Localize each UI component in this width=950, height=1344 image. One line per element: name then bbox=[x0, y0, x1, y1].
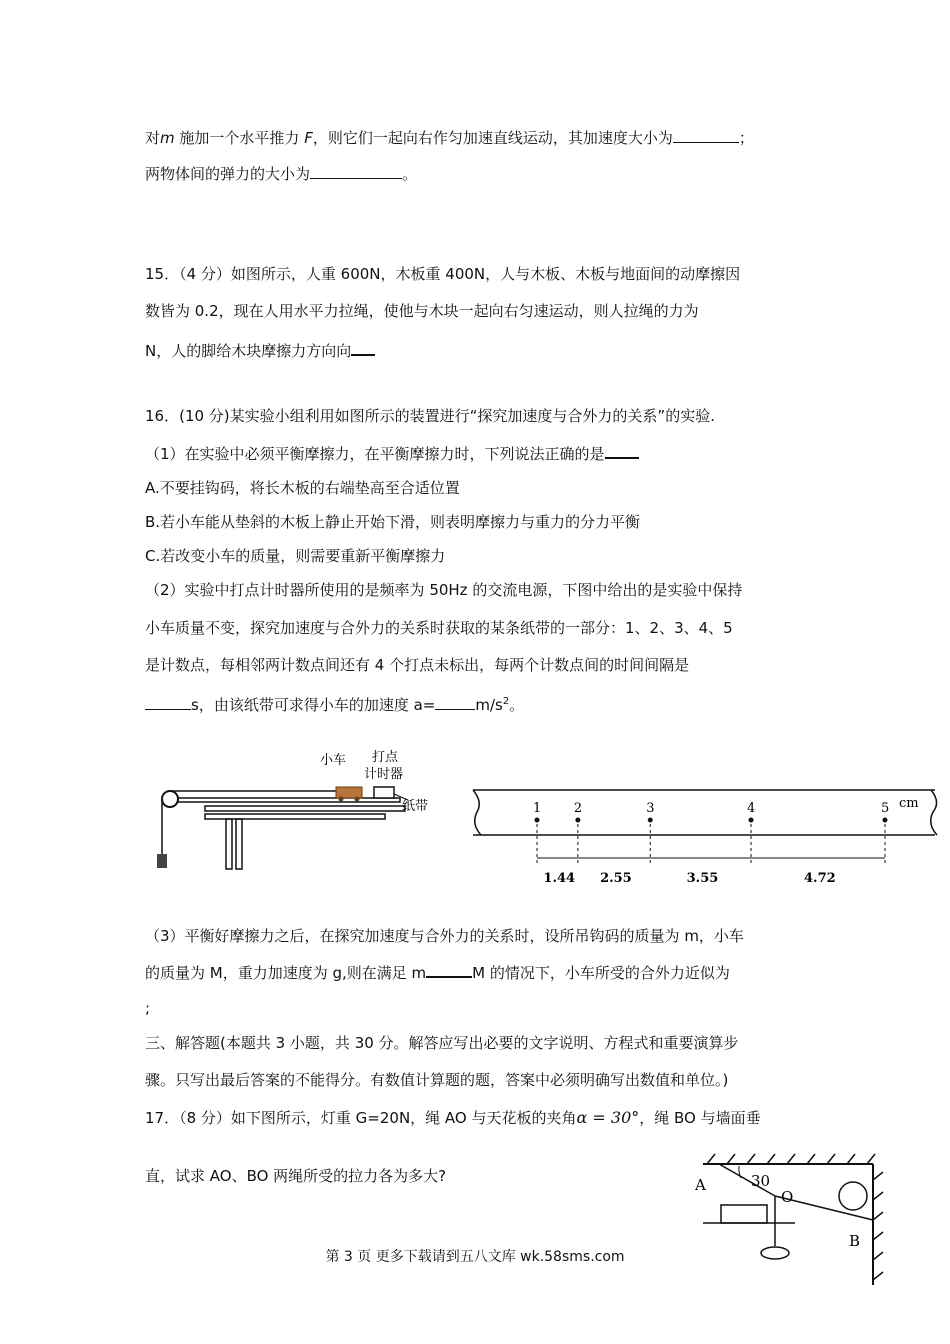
text: 施加一个水平推力 bbox=[174, 129, 305, 147]
lamp-figure bbox=[695, 1150, 885, 1290]
tape-dot bbox=[648, 818, 653, 823]
answer-blank[interactable] bbox=[605, 443, 639, 459]
cart-wheel bbox=[339, 797, 344, 802]
tape-dot bbox=[883, 818, 888, 823]
block bbox=[721, 1205, 767, 1223]
text: 对 bbox=[145, 129, 161, 147]
label-o: O bbox=[781, 1188, 794, 1206]
q14-line-2 bbox=[145, 164, 417, 184]
tape-dot bbox=[749, 818, 754, 823]
q16-option-c: C.若改变小车的质量，则需要重新平衡摩擦力 bbox=[145, 547, 446, 565]
text: 17．（8 分）如下图所示，灯重 G=20N，绳 AO 与天花板的夹角 bbox=[145, 1109, 577, 1127]
apparatus-figure bbox=[150, 740, 450, 880]
label-a: A bbox=[695, 1176, 706, 1194]
timer bbox=[374, 787, 394, 798]
table-leg bbox=[236, 819, 242, 869]
tape-gap-label: 1.44 bbox=[543, 871, 576, 886]
ceiling-hatch bbox=[707, 1154, 875, 1164]
text: 。 bbox=[402, 165, 418, 183]
section3-line-2: 骤。只写出最后答案的不能得分。有数值计算题的题，答案中必须明确写出数值和单位。) bbox=[145, 1071, 729, 1089]
tape-unit: cm bbox=[899, 796, 919, 811]
label-angle: 30 bbox=[751, 1172, 771, 1190]
hook-weight bbox=[157, 854, 167, 868]
tape-dot bbox=[575, 818, 580, 823]
tape-point-label: 2 bbox=[573, 801, 583, 816]
q16-part1 bbox=[145, 443, 639, 464]
board bbox=[178, 798, 400, 802]
answer-blank[interactable] bbox=[145, 695, 191, 710]
text: ，绳 BO 与墙面垂 bbox=[639, 1109, 761, 1127]
table-leg bbox=[226, 819, 232, 869]
q14-line-1 bbox=[145, 128, 754, 148]
cart-wheel bbox=[355, 797, 360, 802]
answer-blank[interactable] bbox=[351, 340, 375, 356]
text: ； bbox=[738, 129, 754, 147]
tape-gap-label: 4.72 bbox=[804, 871, 836, 886]
tape-point-label: 1 bbox=[533, 801, 542, 816]
text: m/s bbox=[475, 696, 503, 714]
q16-part2-line-3: 是计数点，每相邻两计数点间还有 4 个打点未标出，每两个计数点间的时间间隔是 bbox=[145, 656, 690, 674]
section3-line-1: 三、解答题(本题共 3 小题，共 30 分。解答应写出必要的文字说明、方程式和重要演算步 bbox=[145, 1034, 739, 1052]
text: 的质量为 M，重力加速度为 g,则在满足 m bbox=[145, 964, 427, 982]
var-F: F bbox=[304, 129, 313, 147]
superscript: 2 bbox=[502, 696, 510, 707]
q16-part2-line-1: （2）实验中打点计时器所使用的是频率为 50Hz 的交流电源，下图中给出的是实验中保持 bbox=[145, 581, 743, 599]
paper-tape-figure bbox=[465, 780, 940, 890]
answer-blank[interactable] bbox=[435, 695, 475, 710]
var-m: m bbox=[160, 129, 175, 147]
q16-part2-line-4 bbox=[145, 692, 524, 715]
tape-gap-label: 3.55 bbox=[686, 871, 719, 886]
q16-part3-line-1: （3）平衡好摩擦力之后，在探究加速度与合外力的关系时，设所吊钩码的质量为 m，小车 bbox=[145, 927, 744, 945]
q16-part2-line-2: 小车质量不变，探究加速度与合外力的关系时获取的某条纸带的一部分：1、2、3、4、5 bbox=[145, 619, 733, 637]
text: M 的情况下，小车所受的合外力近似为 bbox=[472, 964, 730, 982]
car-label: 小车 bbox=[320, 753, 347, 768]
tape-point-label: 4 bbox=[747, 801, 756, 816]
tape-left-tear bbox=[473, 790, 481, 835]
text: 。 bbox=[509, 696, 525, 714]
q16-part3-line-3: ; bbox=[145, 999, 151, 1017]
table-top bbox=[205, 806, 405, 811]
tape-point-label: 3 bbox=[646, 801, 655, 816]
answer-blank[interactable] bbox=[673, 128, 739, 143]
q15-line-2: 数皆为 0.2，现在人用水平力拉绳，使他与木块一起向右匀速运动，则人拉绳的力为 bbox=[145, 302, 699, 320]
tape-gap-label: 2.55 bbox=[600, 871, 632, 886]
q15-line-3 bbox=[145, 340, 375, 361]
page-footer: 第 3 页 更多下载请到五八文库 wk.58sms.com bbox=[325, 1249, 625, 1265]
q16-title: 16．(10 分)某实验小组利用如图所示的装置进行“探究加速度与合外力的关系”的实验. bbox=[145, 407, 715, 425]
alpha-formula: α = 30° bbox=[576, 1108, 640, 1127]
q16-part3-line-2 bbox=[145, 962, 730, 983]
text: ，则它们一起向右作匀加速直线运动，其加速度大小为 bbox=[312, 129, 673, 147]
q16-option-a: A.不要挂钩码，将长木板的右端垫高至合适位置 bbox=[145, 479, 460, 497]
answer-blank[interactable] bbox=[426, 962, 472, 978]
tape-dot bbox=[535, 818, 540, 823]
text: （1）在实验中必须平衡摩擦力，在平衡摩擦力时，下列说法正确的是 bbox=[145, 445, 605, 463]
pulley bbox=[839, 1182, 867, 1210]
text: s，由该纸带可求得小车的加速度 a= bbox=[191, 696, 436, 714]
pulley bbox=[162, 791, 178, 807]
answer-blank[interactable] bbox=[310, 164, 402, 179]
q16-option-b: B.若小车能从垫斜的木板上静止开始下滑，则表明摩擦力与重力的分力平衡 bbox=[145, 513, 641, 531]
q17-line-1 bbox=[145, 1108, 761, 1128]
timer-label-2: 计时器 bbox=[364, 767, 404, 782]
paper-tape-end bbox=[394, 794, 408, 800]
timer-label-1: 打点 bbox=[372, 750, 399, 765]
q15-line-1: 15．（4 分）如图所示，人重 600N，木板重 400N，人与木板、木板与地面间的动摩擦因 bbox=[145, 265, 741, 283]
text: N，人的脚给木块摩擦力方向向 bbox=[145, 342, 352, 360]
cart bbox=[336, 787, 362, 798]
tape-point-label: 5 bbox=[881, 801, 890, 816]
q17-line-2: 直，试求 AO、BO 两绳所受的拉力各为多大? bbox=[145, 1167, 447, 1185]
label-b: B bbox=[849, 1232, 861, 1250]
tape-label: 纸带 bbox=[402, 799, 429, 814]
tape-right-tear bbox=[931, 790, 937, 835]
text: 两物体间的弹力的大小为 bbox=[145, 165, 311, 183]
